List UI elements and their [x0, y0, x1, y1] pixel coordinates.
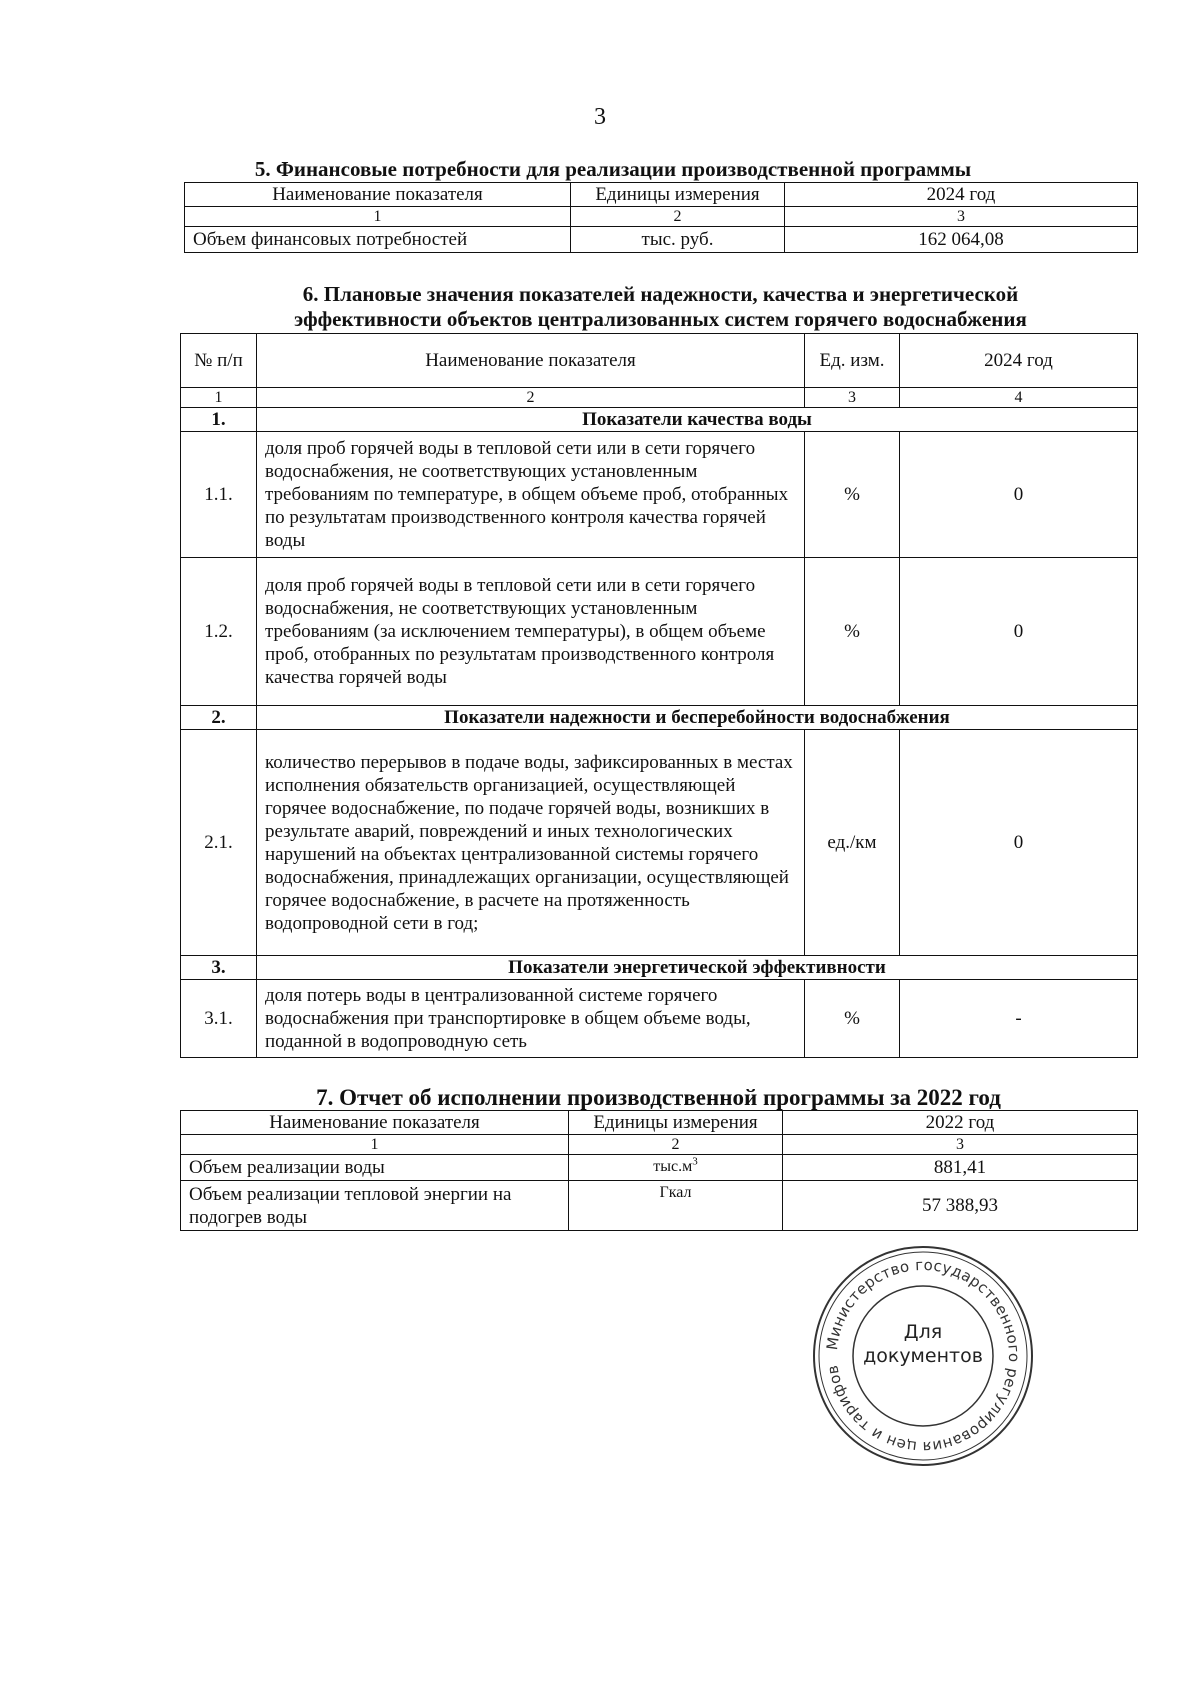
section5-title: 5. Финансовые потребности для реализации производственной программы — [254, 157, 972, 181]
header-unit: Единицы измерения — [569, 1111, 783, 1135]
indicator-unit: % — [805, 980, 900, 1058]
indicator-unit: % — [805, 558, 900, 706]
indicator-unit: Гкал — [569, 1181, 783, 1231]
table-row — [181, 432, 1138, 558]
table-row — [181, 1181, 1138, 1231]
indicator-name: количество перерывов в подаче воды, зафиксированных в местах исполнения обязательств организацией, осуществляющей горячее водоснабжение, по подаче горячей воды, возникших в результате аварий, повреждений и иных технологических нарушений на объектах централизованной системы горячего водоснабжения, принадлежащих организации, осуществляющей горячее водоснабжение, в расчете на протяженность водопроводной сети в год; — [257, 730, 805, 956]
indicator-number: 3.1. — [181, 980, 257, 1058]
header-number: № п/п — [181, 334, 257, 388]
header-unit: Ед. изм. — [805, 334, 900, 388]
group-number: 2. — [181, 706, 257, 730]
unit-superscript: 3 — [692, 1155, 698, 1168]
group-title: Показатели энергетической эффективности — [257, 956, 1138, 980]
header-year: 2024 год — [785, 183, 1138, 207]
index-cell: 1 — [181, 1135, 569, 1155]
indicator-name: Объем реализации тепловой энергии на подогрев воды — [181, 1181, 569, 1231]
index-cell: 2 — [257, 388, 805, 408]
index-cell: 3 — [805, 388, 900, 408]
indicator-name: Объем финансовых потребностей — [185, 227, 571, 253]
header-indicator-name: Наименование показателя — [181, 1111, 569, 1135]
section6-title-line1: 6. Плановые значения показателей надежности, качества и энергетической — [302, 282, 1019, 306]
index-cell: 3 — [785, 207, 1138, 227]
indicator-name: Объем реализации воды — [181, 1155, 569, 1181]
stamp-label-line2: документов — [863, 1345, 983, 1367]
indicator-number: 2.1. — [181, 730, 257, 956]
indicator-value: 0 — [900, 432, 1138, 558]
indicator-value: 0 — [900, 558, 1138, 706]
indicator-value: 57 388,93 — [783, 1181, 1138, 1231]
table-row — [185, 227, 1138, 253]
indicator-unit — [569, 1155, 783, 1181]
group-title: Показатели качества воды — [257, 408, 1138, 432]
svg-text:Министерство государственного: Министерство государственного регулирования цен и тарифов — [823, 1255, 1024, 1457]
table-row — [181, 558, 1138, 706]
index-cell: 2 — [569, 1135, 783, 1155]
table-row — [181, 730, 1138, 956]
section6-table — [180, 333, 1138, 1058]
indicator-unit: % — [805, 432, 900, 558]
indicator-number: 1.2. — [181, 558, 257, 706]
header-year: 2024 год — [900, 334, 1138, 388]
header-indicator-name: Наименование показателя — [257, 334, 805, 388]
index-cell: 3 — [783, 1135, 1138, 1155]
table-row — [181, 1155, 1138, 1181]
table-row — [181, 980, 1138, 1058]
indicator-name: доля потерь воды в централизованной системе горячего водоснабжения при транспортировке в общем объеме воды, поданной в водопроводную сеть — [257, 980, 805, 1058]
page-number: 3 — [594, 104, 606, 130]
group-number: 3. — [181, 956, 257, 980]
index-cell: 2 — [571, 207, 785, 227]
indicator-name: доля проб горячей воды в тепловой сети или в сети горячего водоснабжения, не соответствующих установленным требованиям (за исключением температуры), в общем объеме проб, отобранных по результатам производственного контроля качества горячей воды — [257, 558, 805, 706]
group-number: 1. — [181, 408, 257, 432]
indicator-name: доля проб горячей воды в тепловой сети или в сети горячего водоснабжения, не соответствующих установленным требованиям по температуре, в общем объеме проб, отобранных по результатам производственного контроля качества горячей воды — [257, 432, 805, 558]
group-row — [181, 408, 1138, 432]
header-year: 2022 год — [783, 1111, 1138, 1135]
stamp-label-line1: Для — [903, 1321, 943, 1343]
indicator-unit: ед./км — [805, 730, 900, 956]
index-cell: 1 — [185, 207, 571, 227]
official-stamp — [810, 1243, 1036, 1469]
section7-table — [180, 1110, 1138, 1231]
group-row — [181, 706, 1138, 730]
indicator-unit: тыс. руб. — [571, 227, 785, 253]
index-cell: 1 — [181, 388, 257, 408]
section5-table — [184, 182, 1138, 253]
indicator-number: 1.1. — [181, 432, 257, 558]
header-indicator-name: Наименование показателя — [185, 183, 571, 207]
indicator-value: 0 — [900, 730, 1138, 956]
indicator-value: 162 064,08 — [785, 227, 1138, 253]
group-row — [181, 956, 1138, 980]
group-title: Показатели надежности и бесперебойности водоснабжения — [257, 706, 1138, 730]
header-unit: Единицы измерения — [571, 183, 785, 207]
section6-title-line2: эффективности объектов централизованных систем горячего водоснабжения — [294, 307, 1027, 331]
index-cell: 4 — [900, 388, 1138, 408]
section7-title: 7. Отчет об исполнении производственной программы за 2022 год — [316, 1085, 1001, 1110]
unit-text: тыс.м — [653, 1158, 693, 1175]
indicator-value: - — [900, 980, 1138, 1058]
indicator-value: 881,41 — [783, 1155, 1138, 1181]
